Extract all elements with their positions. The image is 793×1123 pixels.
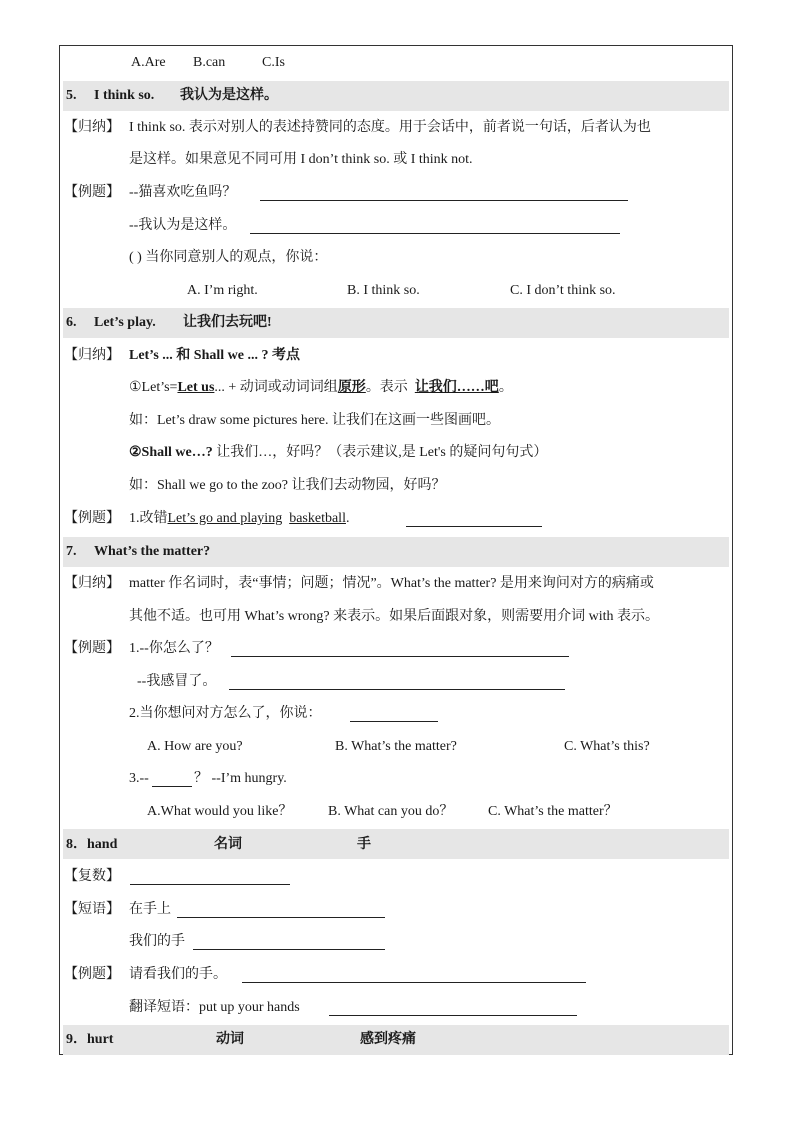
answer-blank[interactable]: [406, 526, 542, 527]
section-7-example-3-option-a: A.What would you like？: [147, 804, 293, 819]
section-5-title-en: I think so.: [94, 88, 155, 103]
section-5-example-q2: --我认为是这样。: [129, 218, 237, 233]
option-a: A.Are: [131, 55, 166, 70]
rule1-post: 。表示: [365, 380, 408, 395]
section-5-number: 5.: [66, 88, 77, 103]
section-7-example-2: 2.当你想问对方怎么了，你说：: [129, 706, 322, 721]
section-6-title-cn: 让我们去玩吧!: [183, 315, 272, 330]
answer-blank[interactable]: [250, 233, 620, 234]
section-5-summary-tag: 【归纳】: [64, 120, 120, 135]
section-8-phrase-1: 在手上: [129, 902, 171, 917]
option-b: B.can: [193, 55, 226, 70]
correction-phrase-1: Let’s go and playing: [167, 511, 283, 526]
section-5-option-a: A. I’m right.: [187, 283, 258, 298]
answer-blank[interactable]: [329, 1015, 577, 1016]
section-8-word: 8．hand: [66, 837, 118, 852]
section-5-example-q3: ( ) 当你同意别人的观点，你说：: [129, 250, 328, 265]
section-8-example-1: 请看我们的手。: [129, 967, 227, 982]
section-8-heading-band: [63, 829, 729, 859]
section-7-example-3-option-c: C. What’s the matter？: [488, 804, 618, 819]
answer-blank[interactable]: [177, 917, 385, 918]
section-8-phrase-tag: 【短语】: [64, 902, 120, 917]
correction-dot: .: [345, 511, 350, 526]
section-7-example-1b: --我感冒了。: [137, 674, 217, 689]
answer-blank[interactable]: [152, 786, 192, 787]
section-8-example-2: 翻译短语：put up your hands: [129, 1000, 300, 1015]
correction-phrase-2: basketball: [289, 511, 346, 526]
section-9-meaning: 感到疼痛: [360, 1032, 416, 1047]
answer-blank[interactable]: [193, 949, 385, 950]
section-6-rule-2-example: 如：Shall we go to the zoo? 让我们去动物园，好吗？: [129, 478, 446, 493]
rule2-heading: ②Shall we…?: [129, 445, 213, 460]
section-7-title-en: What’s the matter?: [94, 544, 211, 559]
section-6-title-en: Let’s play.: [94, 315, 156, 330]
section-9-word: 9．hurt: [66, 1032, 114, 1047]
section-8-phrase-2: 我们的手: [129, 934, 185, 949]
section-5-example-q1: --猫喜欢吃鱼吗？: [129, 185, 237, 200]
section-7-example-1: 1.--你怎么了？: [129, 641, 219, 656]
correction-prefix: 1.改错: [129, 511, 168, 526]
section-9-part-of-speech: 动词: [216, 1032, 244, 1047]
answer-blank[interactable]: [350, 721, 438, 722]
answer-blank[interactable]: [229, 689, 565, 690]
rule1-prefix: ①Let’s=: [129, 380, 178, 395]
section-6-summary-tag: 【归纳】: [64, 348, 120, 363]
section-6-rule-2: [129, 443, 547, 463]
answer-blank[interactable]: [242, 982, 586, 983]
section-7-example-3-prefix: 3.--: [129, 771, 149, 786]
section-7-example-2-option-a: A. How are you?: [147, 739, 243, 754]
section-5-title-cn: 我认为是这样。: [180, 88, 278, 103]
section-7-example-2-option-b: B. What’s the matter?: [335, 739, 457, 754]
answer-blank[interactable]: [231, 656, 569, 657]
section-5-heading-band: [63, 81, 729, 111]
section-5-summary-line2: 是这样。如果意见不同可用 I don’t think so. 或 I think not.: [129, 152, 473, 167]
section-7-example-2-option-c: C. What’s this?: [564, 739, 650, 754]
section-6-number: 6.: [66, 315, 77, 330]
rule1-middle: ... + 动词或动词词组: [214, 380, 338, 395]
section-7-number: 7.: [66, 544, 77, 559]
section-5-option-b: B. I think so.: [347, 283, 420, 298]
section-8-example-tag: 【例题】: [64, 967, 120, 982]
section-6-heading-band: [63, 308, 729, 338]
rule1-end: 。: [498, 380, 513, 395]
section-6-example-correction: [129, 509, 349, 529]
rule1-meaning: 让我们……吧: [414, 380, 499, 395]
section-8-meaning: 手: [357, 837, 371, 852]
section-8-plural-tag: 【复数】: [64, 869, 120, 884]
rule1-let-us: Let us: [177, 380, 215, 395]
section-8-part-of-speech: 名词: [214, 837, 242, 852]
rule2-rest: 让我们…，好吗？（表示建议,是 Let's 的疑问句句式）: [216, 445, 548, 460]
section-6-summary-heading: Let’s ... 和 Shall we ... ? 考点: [129, 348, 300, 363]
rule1-base-form: 原形: [337, 380, 366, 395]
section-7-summary-line2: 其他不适。也可用 What’s wrong? 来表示。如果后面跟对象，则需要用介词 with 表示。: [129, 609, 660, 624]
section-6-example-tag: 【例题】: [64, 511, 120, 526]
section-7-example-3-option-b: B. What can you do？: [328, 804, 454, 819]
answer-blank[interactable]: [260, 200, 628, 201]
section-7-summary-tag: 【归纳】: [64, 576, 120, 591]
section-5-summary-line1: I think so. 表示对别人的表述持赞同的态度。用于会话中，前者说一句话，后者认为也: [129, 120, 651, 135]
section-7-summary-line1: matter 作名词时，表“事情；问题；情况”。What’s the matter? 是用来询问对方的病痛或: [129, 576, 654, 591]
section-5-option-c: C. I don’t think so.: [510, 283, 616, 298]
section-6-rule-1: [129, 378, 513, 398]
section-6-rule-1-example: 如：Let’s draw some pictures here. 让我们在这画一些图画吧。: [129, 413, 500, 428]
section-7-example-tag: 【例题】: [64, 641, 120, 656]
section-7-example-3-rest: ？ --I’m hungry.: [194, 771, 287, 786]
section-5-example-tag: 【例题】: [64, 185, 120, 200]
option-c: C.Is: [262, 55, 285, 70]
answer-blank[interactable]: [130, 884, 290, 885]
